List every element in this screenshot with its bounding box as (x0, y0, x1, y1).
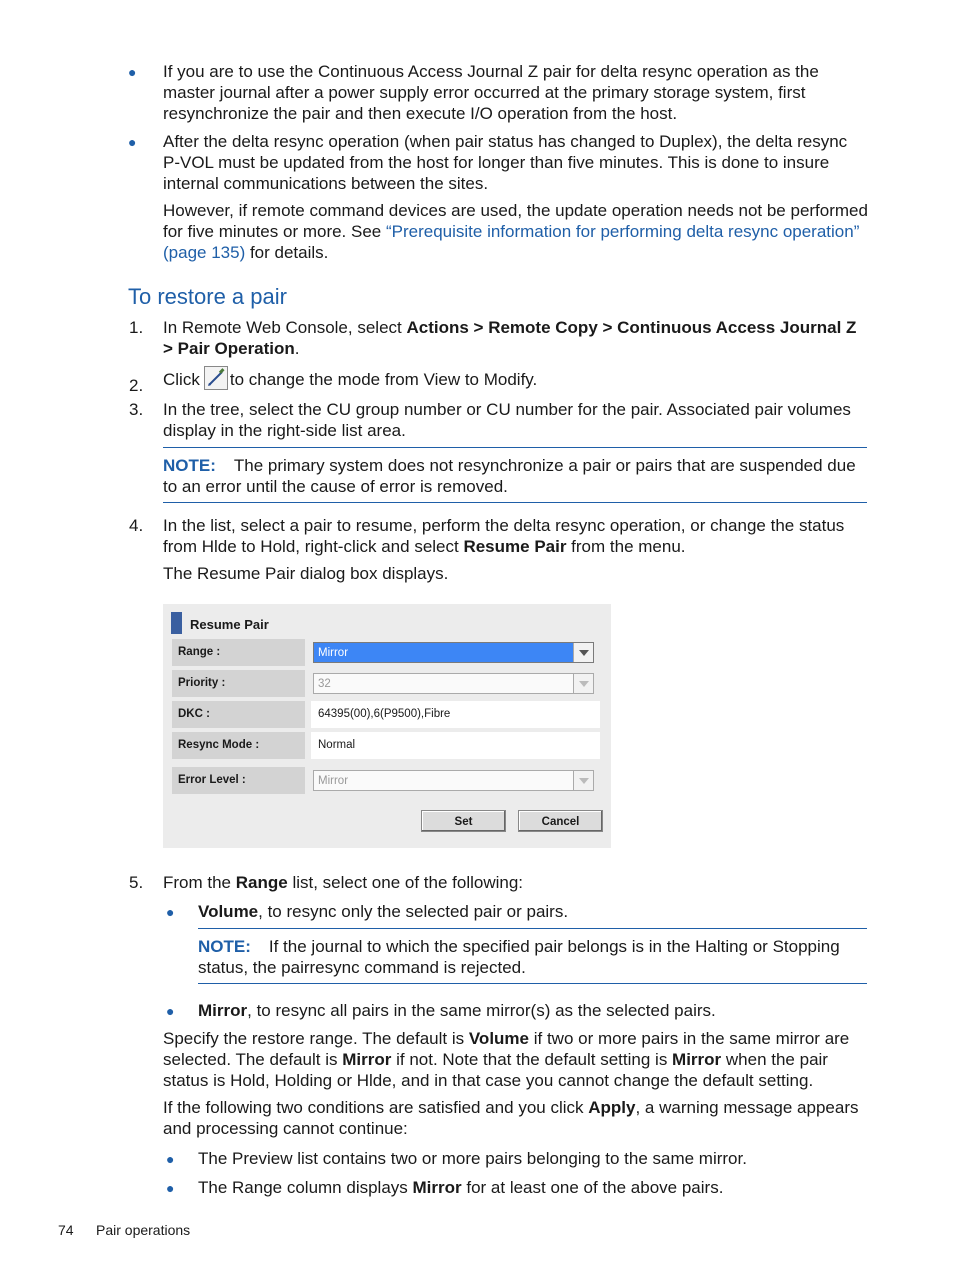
chevron-down-icon (573, 771, 593, 790)
step-number: 4. (129, 516, 144, 535)
condition-1: The Preview list contains two or more pairs belonging to the same mirror. (198, 1149, 747, 1168)
set-button[interactable]: Set (421, 810, 506, 832)
bullet-marker: ● (128, 134, 137, 150)
page-number: 74 (58, 1222, 74, 1238)
step-number: 3. (129, 400, 144, 419)
resync-mode-value: Normal (311, 732, 600, 759)
note-label: NOTE: (163, 456, 216, 475)
chevron-down-icon[interactable] (573, 643, 593, 662)
condition-2: The Range column displays Mirror for at least one of the above pairs. (198, 1178, 724, 1197)
step-5: From the Range list, select one of the following: (163, 873, 524, 892)
priority-label: Priority : (172, 670, 305, 697)
step-2: Click to change the mode from View to Modify. (163, 366, 868, 394)
dialog-title: Resume Pair (171, 612, 269, 634)
intro-bullet-2: After the delta resync operation (when pair status has changed to Duplex), the delta resync P-VOL must be updated from the host for longer than five minutes. This is done to insure internal communications between the sites. (163, 132, 848, 193)
intro-bullet-1: If you are to use the Continuous Access Journal Z pair for delta resync operation as the master journal after a power supply error occurred at the primary storage system, first resynchronize the pair and then execute I/O operation from the host. (163, 62, 819, 123)
error-level-label: Error Level : (172, 767, 305, 794)
note-label: NOTE: (198, 937, 251, 956)
step-4: In the list, select a pair to resume, perform the delta resync operation, or change the status from Hlde to Hold, right-click and select Resume Pair from the menu. (163, 516, 845, 556)
step-1: In Remote Web Console, select Actions > Remote Copy > Continuous Access Journal Z > Pair Operation. (163, 318, 857, 358)
resume-pair-dialog (163, 604, 611, 848)
priority-select: 32 (313, 673, 594, 694)
dkc-label: DKC : (172, 701, 305, 728)
step-3: In the tree, select the CU group number or CU number for the pair. Associated pair volumes display in the right-side list area. (163, 400, 851, 440)
bullet-marker: ● (166, 904, 175, 920)
range-select[interactable]: Mirror (313, 642, 594, 663)
bullet-marker: ● (166, 1151, 175, 1167)
bullet-marker: ● (166, 1180, 175, 1196)
range-option-volume: Volume, to resync only the selected pair or pairs. (198, 902, 569, 921)
restore-range-paragraph: Specify the restore range. The default is Volume if two or more pairs in the same mirror are selected. The default is Mirror if not. Note that the default setting is Mirror when the pair status is Hold, Holding or Hlde, and in that case you cannot change the default setting. (163, 1029, 850, 1090)
dkc-value: 64395(00),6(P9500),Fibre (311, 701, 600, 728)
range-label: Range : (172, 639, 305, 666)
note-box: NOTE: The primary system does not resynchronize a pair or pairs that are suspended due to an error until the cause of error is removed. (163, 447, 867, 503)
chevron-down-icon (573, 674, 593, 693)
step-number: 1. (129, 318, 144, 337)
step-number: 5. (129, 873, 144, 892)
step-number: 2. (129, 376, 144, 395)
note-box: NOTE: If the journal to which the specified pair belongs is in the Halting or Stopping status, the pairresync command is rejected. (198, 928, 867, 984)
pencil-icon[interactable] (204, 366, 228, 390)
footer-section: Pair operations (96, 1222, 191, 1238)
conditions-paragraph: If the following two conditions are satisfied and you click Apply, a warning message appears and processing cannot continue: (163, 1098, 859, 1138)
error-level-select: Mirror (313, 770, 594, 791)
prerequisite-link[interactable]: “Prerequisite information for performing delta resync operation” (page 135) (163, 222, 860, 262)
step-4-result: The Resume Pair dialog box displays. (163, 564, 449, 583)
resync-mode-label: Resync Mode : (172, 732, 305, 759)
section-heading: To restore a pair (128, 284, 287, 309)
range-option-mirror: Mirror, to resync all pairs in the same mirror(s) as the selected pairs. (198, 1001, 716, 1020)
bullet-marker: ● (128, 64, 137, 80)
intro-paragraph: However, if remote command devices are used, the update operation needs not be performed for five minutes or more. See “Prerequisite information for performing delta resync operation” (page 135) for details. (163, 201, 868, 262)
cancel-button[interactable]: Cancel (518, 810, 603, 832)
bullet-marker: ● (166, 1003, 175, 1019)
